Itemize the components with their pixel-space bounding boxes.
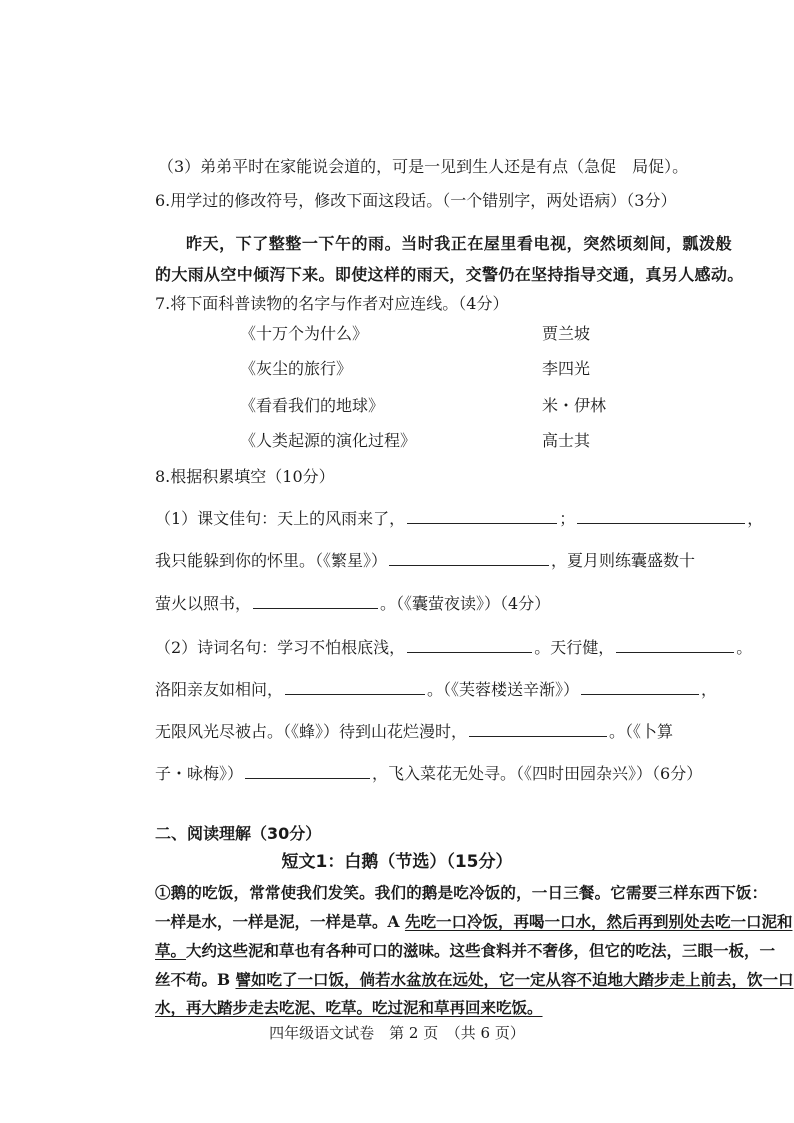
q8-p2-text-i: 子・咏梅》） — [155, 764, 244, 783]
answer-blank[interactable] — [407, 507, 557, 524]
q8-p2-text-g: 无限风光尽被占。（《蜂》）待到山花烂漫时， — [155, 722, 468, 741]
underlined-sentence-a: 先吃一口冷饭，再喝一口水，然后再到别处去吃一口泥和 — [404, 912, 793, 931]
q8-p2-text-b: 。天行健， — [534, 638, 615, 657]
q6-passage-line-2: 的大雨从空中倾泻下来。即使这样的雨天，交警仍在坚持指导交通，真另人感动。 — [155, 265, 744, 284]
answer-blank[interactable] — [253, 592, 378, 609]
q8-p2-text-j: ，飞入菜花无处寻。（《四时田园杂兴》）（6分） — [372, 764, 703, 783]
q6-question: 6.用学过的修改符号，修改下面这段话。（一个错别字，两处语病）（3分） — [155, 191, 677, 210]
passage-title: 短文1：白鹅（节选）（15分） — [281, 852, 513, 872]
answer-blank[interactable] — [245, 762, 370, 779]
q8-p2-text-d: 洛阳亲友如相问， — [155, 680, 284, 699]
q8-part2-line2 — [155, 678, 717, 701]
q8-p1-text-a: （1）课文佳句：天上的风雨来了， — [155, 509, 406, 528]
answer-blank[interactable] — [469, 720, 607, 737]
q8-p1-text-e: ，夏月则练囊盛数十 — [551, 551, 696, 570]
q7-book-2[interactable]: 《灰尘的旅行》 — [240, 359, 353, 378]
q7-book-1[interactable]: 《十万个为什么》 — [240, 324, 369, 343]
q8-p2-text-c: 。 — [736, 638, 753, 657]
answer-blank[interactable] — [407, 636, 532, 653]
answer-blank[interactable] — [581, 678, 699, 695]
underlined-sentence-a-end: 草。 — [155, 941, 187, 960]
answer-blank[interactable] — [389, 549, 549, 566]
passage-text: 一样是水，一样是泥，一样是草。A — [155, 912, 405, 931]
passage-line-4 — [155, 969, 794, 991]
q8-p1-text-b: ； — [559, 509, 576, 528]
q6-passage-line-1: 昨天，下了整整一下午的雨。当时我正在屋里看电视，突然顷刻间，瓢泼般 — [186, 234, 733, 253]
q8-part2-line3 — [155, 720, 673, 743]
passage-line-5 — [155, 997, 543, 1019]
q7-author-2[interactable]: 李四光 — [542, 359, 591, 378]
q7-book-3[interactable]: 《看看我们的地球》 — [240, 396, 385, 415]
q7-book-4[interactable]: 《人类起源的演化过程》 — [240, 431, 417, 450]
q7-author-3[interactable]: 米・伊林 — [542, 396, 607, 415]
q7-author-4[interactable]: 高士其 — [542, 431, 591, 450]
q8-p2-text-e: 。（《芙蓉楼送辛渐》） — [427, 680, 580, 699]
q8-p1-text-g: 。（《囊萤夜读》）（4分） — [380, 594, 551, 613]
q5-item-3: （3）弟弟平时在家能说会道的，可是一见到生人还是有点（急促 局促）。 — [158, 157, 689, 176]
q8-p2-text-f: ， — [701, 680, 718, 699]
passage-text: 大约这些泥和草也有各种可口的滋味。这些食料并不奢侈，但它的吃法，三眼一板，一 — [186, 941, 776, 960]
answer-blank[interactable] — [285, 678, 425, 695]
q7-question: 7.将下面科普读物的名字与作者对应连线。（4分） — [155, 294, 509, 313]
q8-p2-text-h: 。（《卜算 — [609, 722, 674, 741]
passage-line-3 — [155, 940, 775, 962]
q8-p2-text-a: （2）诗词名句：学习不怕根底浅， — [155, 638, 406, 657]
q8-question: 8.根据积累填空（10分） — [155, 467, 335, 486]
q7-author-1[interactable]: 贾兰坡 — [542, 324, 591, 343]
answer-blank[interactable] — [577, 507, 745, 524]
q8-part2-line1 — [155, 636, 752, 659]
passage-line-2 — [155, 911, 792, 933]
q8-p1-text-f: 萤火以照书， — [155, 594, 252, 613]
q8-p1-text-c: ， — [747, 509, 764, 528]
section-2-heading: 二、阅读理解（30分） — [155, 824, 322, 843]
q8-part2-line4 — [155, 762, 702, 785]
answer-blank[interactable] — [616, 636, 734, 653]
q8-p1-text-d: 我只能躲到你的怀里。（《繁星》） — [155, 551, 388, 570]
underlined-sentence-b-end: 水，再大踏步走去吃泥、吃草。吃过泥和草再回来吃饭。 — [155, 998, 543, 1017]
underlined-sentence-b: 譬如吃了一口饭，倘若水盆放在远处，它一定从容不迫地大踏步走上前去，饮一口 — [235, 970, 794, 989]
page-footer: 四年级语文试卷 第 2 页 （共 6 页） — [269, 1024, 525, 1042]
passage-text: 丝不苟。B — [155, 970, 236, 989]
passage-line-1: ①鹅的吃饭，常常使我们发笑。我们的鹅是吃冷饭的，一日三餐。它需要三样东西下饭： — [155, 883, 768, 902]
q8-part1-line3 — [155, 592, 550, 615]
q8-part1-line2 — [155, 549, 695, 572]
q8-part1-line1 — [155, 507, 763, 530]
